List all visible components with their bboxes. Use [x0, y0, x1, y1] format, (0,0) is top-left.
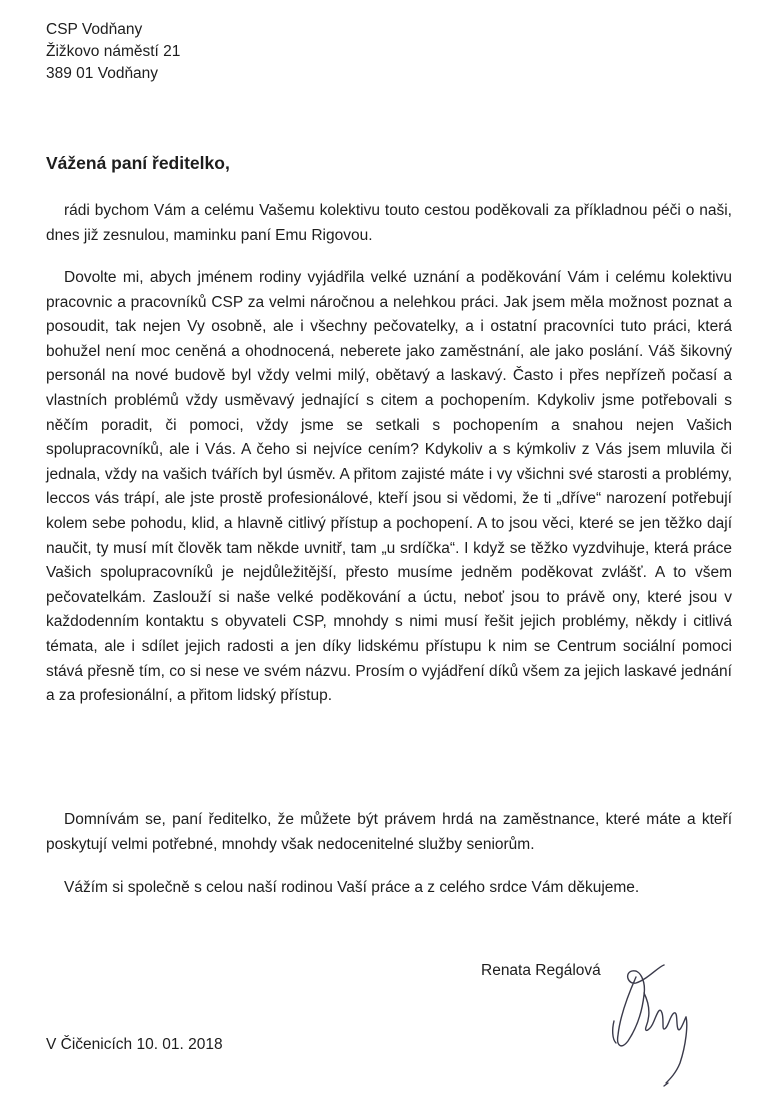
- sender-street: Žižkovo náměstí 21: [46, 43, 181, 60]
- paragraph-intro: rádi bychom Vám a celému Vašemu kolektivu touto cestou poděkovali za příkladnou péči o naši, dnes již zesnulou, maminku paní Emu Rigovou.: [46, 202, 732, 244]
- sender-name: CSP Vodňany: [46, 21, 143, 38]
- sender-city: 389 01 Vodňany: [46, 65, 159, 82]
- paragraph-main: Dovolte mi, abych jménem rodiny vyjádřila velké uznání a poděkování Vám i celému kolektivu pracovnic a pracovníků CSP za velmi náročnou a nelehkou práci. Jak jsem měla možnost poznat a posoudit, tak nejen Vy osobně, ale i všechny pečovatelky, a i ostatní pracovníci tuto práci, která bohužel není moc ceněná a ohodnocená, neberete jako zaměstnání, ale jako poslání. Váš šikovný personál na nové budově byl vždy velmi milý, obětavý a laskavý. Často i přes nepřízeň počasí a vlastních problémů vždy usměvavý jednající s citem a pochopením. Kdykoliv jsme potřebovali s něčím poradit, či pomoci, vždy jsme se setkali s pochopením a snahou nejen Vašich spolupracovníků, ale i Vás. A čeho si nejvíce cením? Kdykoliv a s kýmkoliv z Vás jsem mluvila či jednala, vždy na vašich tvářích byl úsměv. A přitom zajisté máte i vy všichni své starosti a problémy, leccos vás trápí, ale jste prostě profesionálové, kteří jsou si vědomi, že ti „dříve“ narození potřebují kolem sebe pohodu, klid, a hlavně citlivý přístup a pochopení. A to jsou věci, které se jen těžko dají naučit, ty musí mít člověk tam někde uvnitř, tam „u srdíčka“. I když se těžko vyzdvihuje, která práce Vašich spolupracovníků je nejdůležitější, přesto musíme jedněm poděkovat zvlášť. A to všem pečovatelkám. Zaslouží si naše velké poděkování a úctu, neboť jsou to právě ony, které jsou v každodenním kontaktu s obyvateli CSP, mnohdy s nimi musí řešit jejich problémy, někdy i citlivá témata, ale i sdílet jejich radosti a jen díky lidskému přístupu k nim se Centrum sociální pomoci stává přesně tím, co si nese ve svém názvu. Prosím o vyjádření díků všem za jejich laskavé jednání a za profesionální, a přitom lidský přístup.: [46, 269, 732, 705]
- sender-address: [46, 19, 180, 85]
- paragraph-thanks: Vážím si společně s celou naší rodinou Vaší práce a z celého srdce Vám děkujeme.: [64, 879, 640, 896]
- handwritten-signature: [606, 955, 696, 1087]
- paragraph-pride: Domnívám se, paní ředitelko, že můžete být právem hrdá na zaměstnance, které máte a kteří poskytují velmi potřebné, mnohdy však nedocenitelné služby seniorům.: [46, 811, 732, 853]
- signer-name: Renata Regálová: [481, 962, 601, 979]
- place-and-date: V Čičenicích 10. 01. 2018: [46, 1036, 223, 1053]
- greeting: Vážená paní ředitelko,: [46, 153, 230, 173]
